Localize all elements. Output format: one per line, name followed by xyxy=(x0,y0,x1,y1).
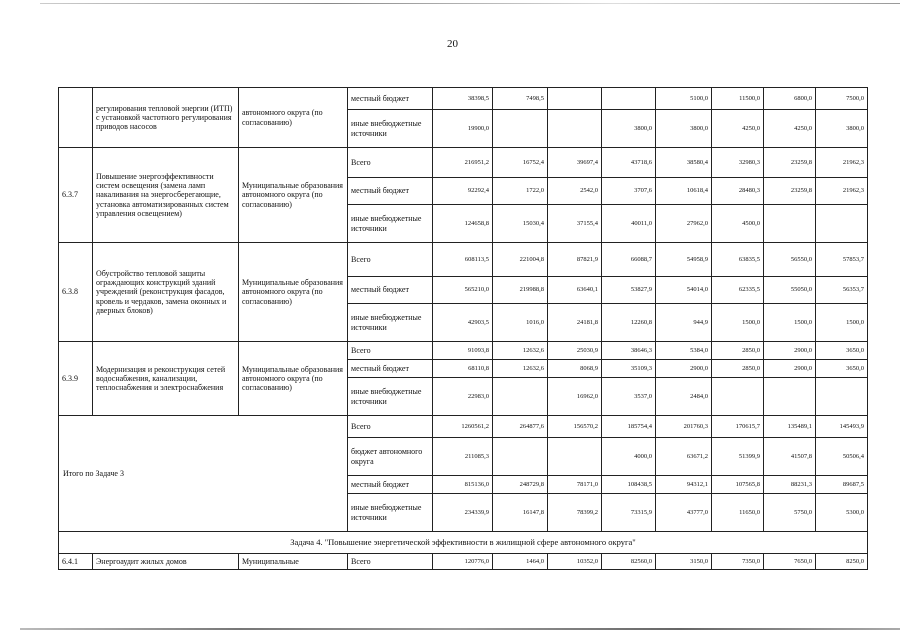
amount-year-7: 21962,3 xyxy=(816,178,868,205)
amount-year-4: 94312,1 xyxy=(656,476,712,494)
amount-year-2: 78399,2 xyxy=(548,494,602,532)
amount-year-7: 89687,5 xyxy=(816,476,868,494)
amount-year-7: 145493,9 xyxy=(816,416,868,438)
amount-year-6: 23259,8 xyxy=(764,148,816,178)
amount-total: 1260561,2 xyxy=(433,416,493,438)
amount-year-7: 56353,7 xyxy=(816,277,868,304)
row-executor: Муниципальные образования автономного округа (по согласованию) xyxy=(239,148,348,243)
amount-year-3: 108438,5 xyxy=(602,476,656,494)
amount-year-5: 28480,3 xyxy=(712,178,764,205)
amount-total: 92292,4 xyxy=(433,178,493,205)
amount-year-7: 1500,0 xyxy=(816,304,868,342)
amount-year-6: 6800,0 xyxy=(764,88,816,110)
section-heading: Задача 4. "Повышение энергетической эффективности в жилищной сфере автономного округа" xyxy=(59,532,868,554)
row-code: 6.3.8 xyxy=(59,243,93,342)
funding-source: бюджет автономного округа xyxy=(348,438,433,476)
amount-year-1: 16147,8 xyxy=(493,494,548,532)
amount-year-3: 12260,8 xyxy=(602,304,656,342)
amount-year-5: 4500,0 xyxy=(712,205,764,243)
amount-year-2 xyxy=(548,110,602,148)
funding-source: местный бюджет xyxy=(348,277,433,304)
funding-source: местный бюджет xyxy=(348,178,433,205)
amount-year-5: 1500,0 xyxy=(712,304,764,342)
amount-year-6: 88231,3 xyxy=(764,476,816,494)
amount-year-7 xyxy=(816,378,868,416)
funding-source: Всего xyxy=(348,554,433,570)
amount-year-3: 53827,9 xyxy=(602,277,656,304)
amount-year-1: 12632,6 xyxy=(493,342,548,360)
amount-year-4: 5100,0 xyxy=(656,88,712,110)
amount-total: 234339,9 xyxy=(433,494,493,532)
amount-year-7: 50506,4 xyxy=(816,438,868,476)
table-row xyxy=(59,416,868,438)
amount-year-3: 38646,3 xyxy=(602,342,656,360)
amount-year-2: 24181,8 xyxy=(548,304,602,342)
amount-year-1: 7498,5 xyxy=(493,88,548,110)
amount-year-6: 1500,0 xyxy=(764,304,816,342)
page-number: 20 xyxy=(447,38,458,50)
amount-year-5 xyxy=(712,378,764,416)
amount-year-7: 21962,3 xyxy=(816,148,868,178)
amount-year-5: 107565,8 xyxy=(712,476,764,494)
amount-year-4: 201760,3 xyxy=(656,416,712,438)
amount-total: 42903,5 xyxy=(433,304,493,342)
amount-total: 565210,0 xyxy=(433,277,493,304)
amount-year-3: 185754,4 xyxy=(602,416,656,438)
amount-year-2: 63640,1 xyxy=(548,277,602,304)
amount-year-3: 73315,9 xyxy=(602,494,656,532)
amount-year-1: 1722,0 xyxy=(493,178,548,205)
funding-source: иные внебюджетные источники xyxy=(348,378,433,416)
amount-year-1 xyxy=(493,438,548,476)
total-label: Итого по Задаче 3 xyxy=(59,416,348,532)
amount-year-3: 82560,0 xyxy=(602,554,656,570)
amount-year-7: 8250,0 xyxy=(816,554,868,570)
amount-year-3: 3707,6 xyxy=(602,178,656,205)
amount-year-3: 3537,0 xyxy=(602,378,656,416)
amount-year-3: 3800,0 xyxy=(602,110,656,148)
amount-year-2: 25030,9 xyxy=(548,342,602,360)
amount-year-2: 2542,0 xyxy=(548,178,602,205)
amount-year-5: 32980,3 xyxy=(712,148,764,178)
amount-year-3: 4000,0 xyxy=(602,438,656,476)
amount-year-7: 7500,0 xyxy=(816,88,868,110)
row-executor: Муниципальные образования автономного округа (по согласованию) xyxy=(239,243,348,342)
amount-year-2: 87821,9 xyxy=(548,243,602,277)
amount-total: 815136,0 xyxy=(433,476,493,494)
table-row xyxy=(59,532,868,554)
funding-source: местный бюджет xyxy=(348,88,433,110)
amount-year-6: 56550,0 xyxy=(764,243,816,277)
amount-year-7 xyxy=(816,205,868,243)
amount-year-6: 4250,0 xyxy=(764,110,816,148)
amount-year-2: 78171,0 xyxy=(548,476,602,494)
amount-year-1 xyxy=(493,110,548,148)
amount-year-7: 57853,7 xyxy=(816,243,868,277)
amount-year-5: 7350,0 xyxy=(712,554,764,570)
amount-year-1: 1464,0 xyxy=(493,554,548,570)
funding-source: Всего xyxy=(348,243,433,277)
row-executor: автономного округа (по согласованию) xyxy=(239,88,348,148)
row-description: Обустройство тепловой защиты ограждающих конструкций зданий учреждений (реконструкция фасадов, кровель и чердаков, замена оконных и дверных блоков) xyxy=(93,243,239,342)
row-description: регулирования тепловой энергии (ИТП) с установкой частотного регулирования приводов насосов xyxy=(93,88,239,148)
amount-total: 91093,8 xyxy=(433,342,493,360)
funding-source: иные внебюджетные источники xyxy=(348,110,433,148)
table-row xyxy=(59,342,868,360)
amount-year-3: 35109,3 xyxy=(602,360,656,378)
amount-total: 120776,0 xyxy=(433,554,493,570)
amount-year-2: 37155,4 xyxy=(548,205,602,243)
funding-source: Всего xyxy=(348,342,433,360)
table-row xyxy=(59,243,868,277)
amount-year-2: 156570,2 xyxy=(548,416,602,438)
amount-year-1 xyxy=(493,378,548,416)
amount-year-1: 12632,6 xyxy=(493,360,548,378)
amount-year-5: 4250,0 xyxy=(712,110,764,148)
amount-total: 211085,3 xyxy=(433,438,493,476)
amount-year-4: 3150,0 xyxy=(656,554,712,570)
amount-year-5: 2850,0 xyxy=(712,360,764,378)
funding-source: иные внебюджетные источники xyxy=(348,494,433,532)
amount-year-4: 54958,9 xyxy=(656,243,712,277)
amount-year-6: 135489,1 xyxy=(764,416,816,438)
amount-year-4: 63671,2 xyxy=(656,438,712,476)
amount-year-4: 54014,0 xyxy=(656,277,712,304)
amount-year-3 xyxy=(602,88,656,110)
amount-total: 68110,8 xyxy=(433,360,493,378)
amount-year-2: 8068,9 xyxy=(548,360,602,378)
amount-year-4: 38580,4 xyxy=(656,148,712,178)
amount-year-5: 170615,7 xyxy=(712,416,764,438)
amount-year-2: 10352,0 xyxy=(548,554,602,570)
row-executor: Муниципальные xyxy=(239,554,348,570)
row-description: Энергоаудит жилых домов xyxy=(93,554,239,570)
funding-source: местный бюджет xyxy=(348,476,433,494)
amount-year-4: 43777,0 xyxy=(656,494,712,532)
amount-year-6: 7650,0 xyxy=(764,554,816,570)
amount-total: 19900,0 xyxy=(433,110,493,148)
row-description: Повышение энергоэффективности систем освещения (замена ламп накаливания на энергосберегающие, установка автоматизированных систем управления освещением) xyxy=(93,148,239,243)
amount-year-1: 16752,4 xyxy=(493,148,548,178)
amount-year-6 xyxy=(764,378,816,416)
scan-edge-top xyxy=(40,3,900,4)
amount-year-4: 5384,0 xyxy=(656,342,712,360)
amount-total: 216951,2 xyxy=(433,148,493,178)
scan-edge-bottom xyxy=(20,628,900,630)
row-description: Модернизация и реконструкция сетей водоснабжения, канализации, теплоснабжения и электроснабжения xyxy=(93,342,239,416)
amount-year-5: 62335,5 xyxy=(712,277,764,304)
row-executor: Муниципальные образования автономного округа (по согласованию) xyxy=(239,342,348,416)
amount-year-5: 51399,9 xyxy=(712,438,764,476)
amount-year-6: 2900,0 xyxy=(764,360,816,378)
amount-year-1: 264877,6 xyxy=(493,416,548,438)
amount-year-1: 15030,4 xyxy=(493,205,548,243)
amount-year-7: 3650,0 xyxy=(816,360,868,378)
amount-year-4: 10618,4 xyxy=(656,178,712,205)
amount-total: 38398,5 xyxy=(433,88,493,110)
row-code: 6.4.1 xyxy=(59,554,93,570)
amount-year-5: 2850,0 xyxy=(712,342,764,360)
amount-year-6: 23259,8 xyxy=(764,178,816,205)
amount-year-5: 11500,0 xyxy=(712,88,764,110)
amount-year-1: 248729,8 xyxy=(493,476,548,494)
amount-year-4: 2900,0 xyxy=(656,360,712,378)
table-body xyxy=(59,88,868,570)
amount-year-7: 3800,0 xyxy=(816,110,868,148)
amount-year-2 xyxy=(548,88,602,110)
table-row xyxy=(59,148,868,178)
amount-year-3: 40011,0 xyxy=(602,205,656,243)
amount-year-3: 43718,6 xyxy=(602,148,656,178)
row-code xyxy=(59,88,93,148)
amount-year-3: 66088,7 xyxy=(602,243,656,277)
amount-year-7: 3650,0 xyxy=(816,342,868,360)
amount-total: 22983,0 xyxy=(433,378,493,416)
amount-year-2: 39697,4 xyxy=(548,148,602,178)
row-code: 6.3.7 xyxy=(59,148,93,243)
amount-year-7: 5300,0 xyxy=(816,494,868,532)
amount-year-4: 3800,0 xyxy=(656,110,712,148)
amount-year-1: 219988,8 xyxy=(493,277,548,304)
table-row xyxy=(59,88,868,110)
amount-year-5: 11650,0 xyxy=(712,494,764,532)
amount-total: 608113,5 xyxy=(433,243,493,277)
table-row xyxy=(59,554,868,570)
funding-source: Всего xyxy=(348,148,433,178)
amount-year-6: 41507,8 xyxy=(764,438,816,476)
amount-year-6: 5750,0 xyxy=(764,494,816,532)
amount-year-5: 63835,5 xyxy=(712,243,764,277)
amount-year-1: 221004,8 xyxy=(493,243,548,277)
amount-year-2 xyxy=(548,438,602,476)
amount-year-4: 2484,0 xyxy=(656,378,712,416)
funding-source: иные внебюджетные источники xyxy=(348,304,433,342)
amount-year-1: 1016,0 xyxy=(493,304,548,342)
budget-table xyxy=(58,87,868,570)
amount-year-4: 27962,0 xyxy=(656,205,712,243)
funding-source: Всего xyxy=(348,416,433,438)
amount-year-4: 944,9 xyxy=(656,304,712,342)
amount-total: 124658,8 xyxy=(433,205,493,243)
funding-source: местный бюджет xyxy=(348,360,433,378)
funding-source: иные внебюджетные источники xyxy=(348,205,433,243)
amount-year-2: 16962,0 xyxy=(548,378,602,416)
row-code: 6.3.9 xyxy=(59,342,93,416)
amount-year-6: 55050,0 xyxy=(764,277,816,304)
amount-year-6: 2900,0 xyxy=(764,342,816,360)
amount-year-6 xyxy=(764,205,816,243)
